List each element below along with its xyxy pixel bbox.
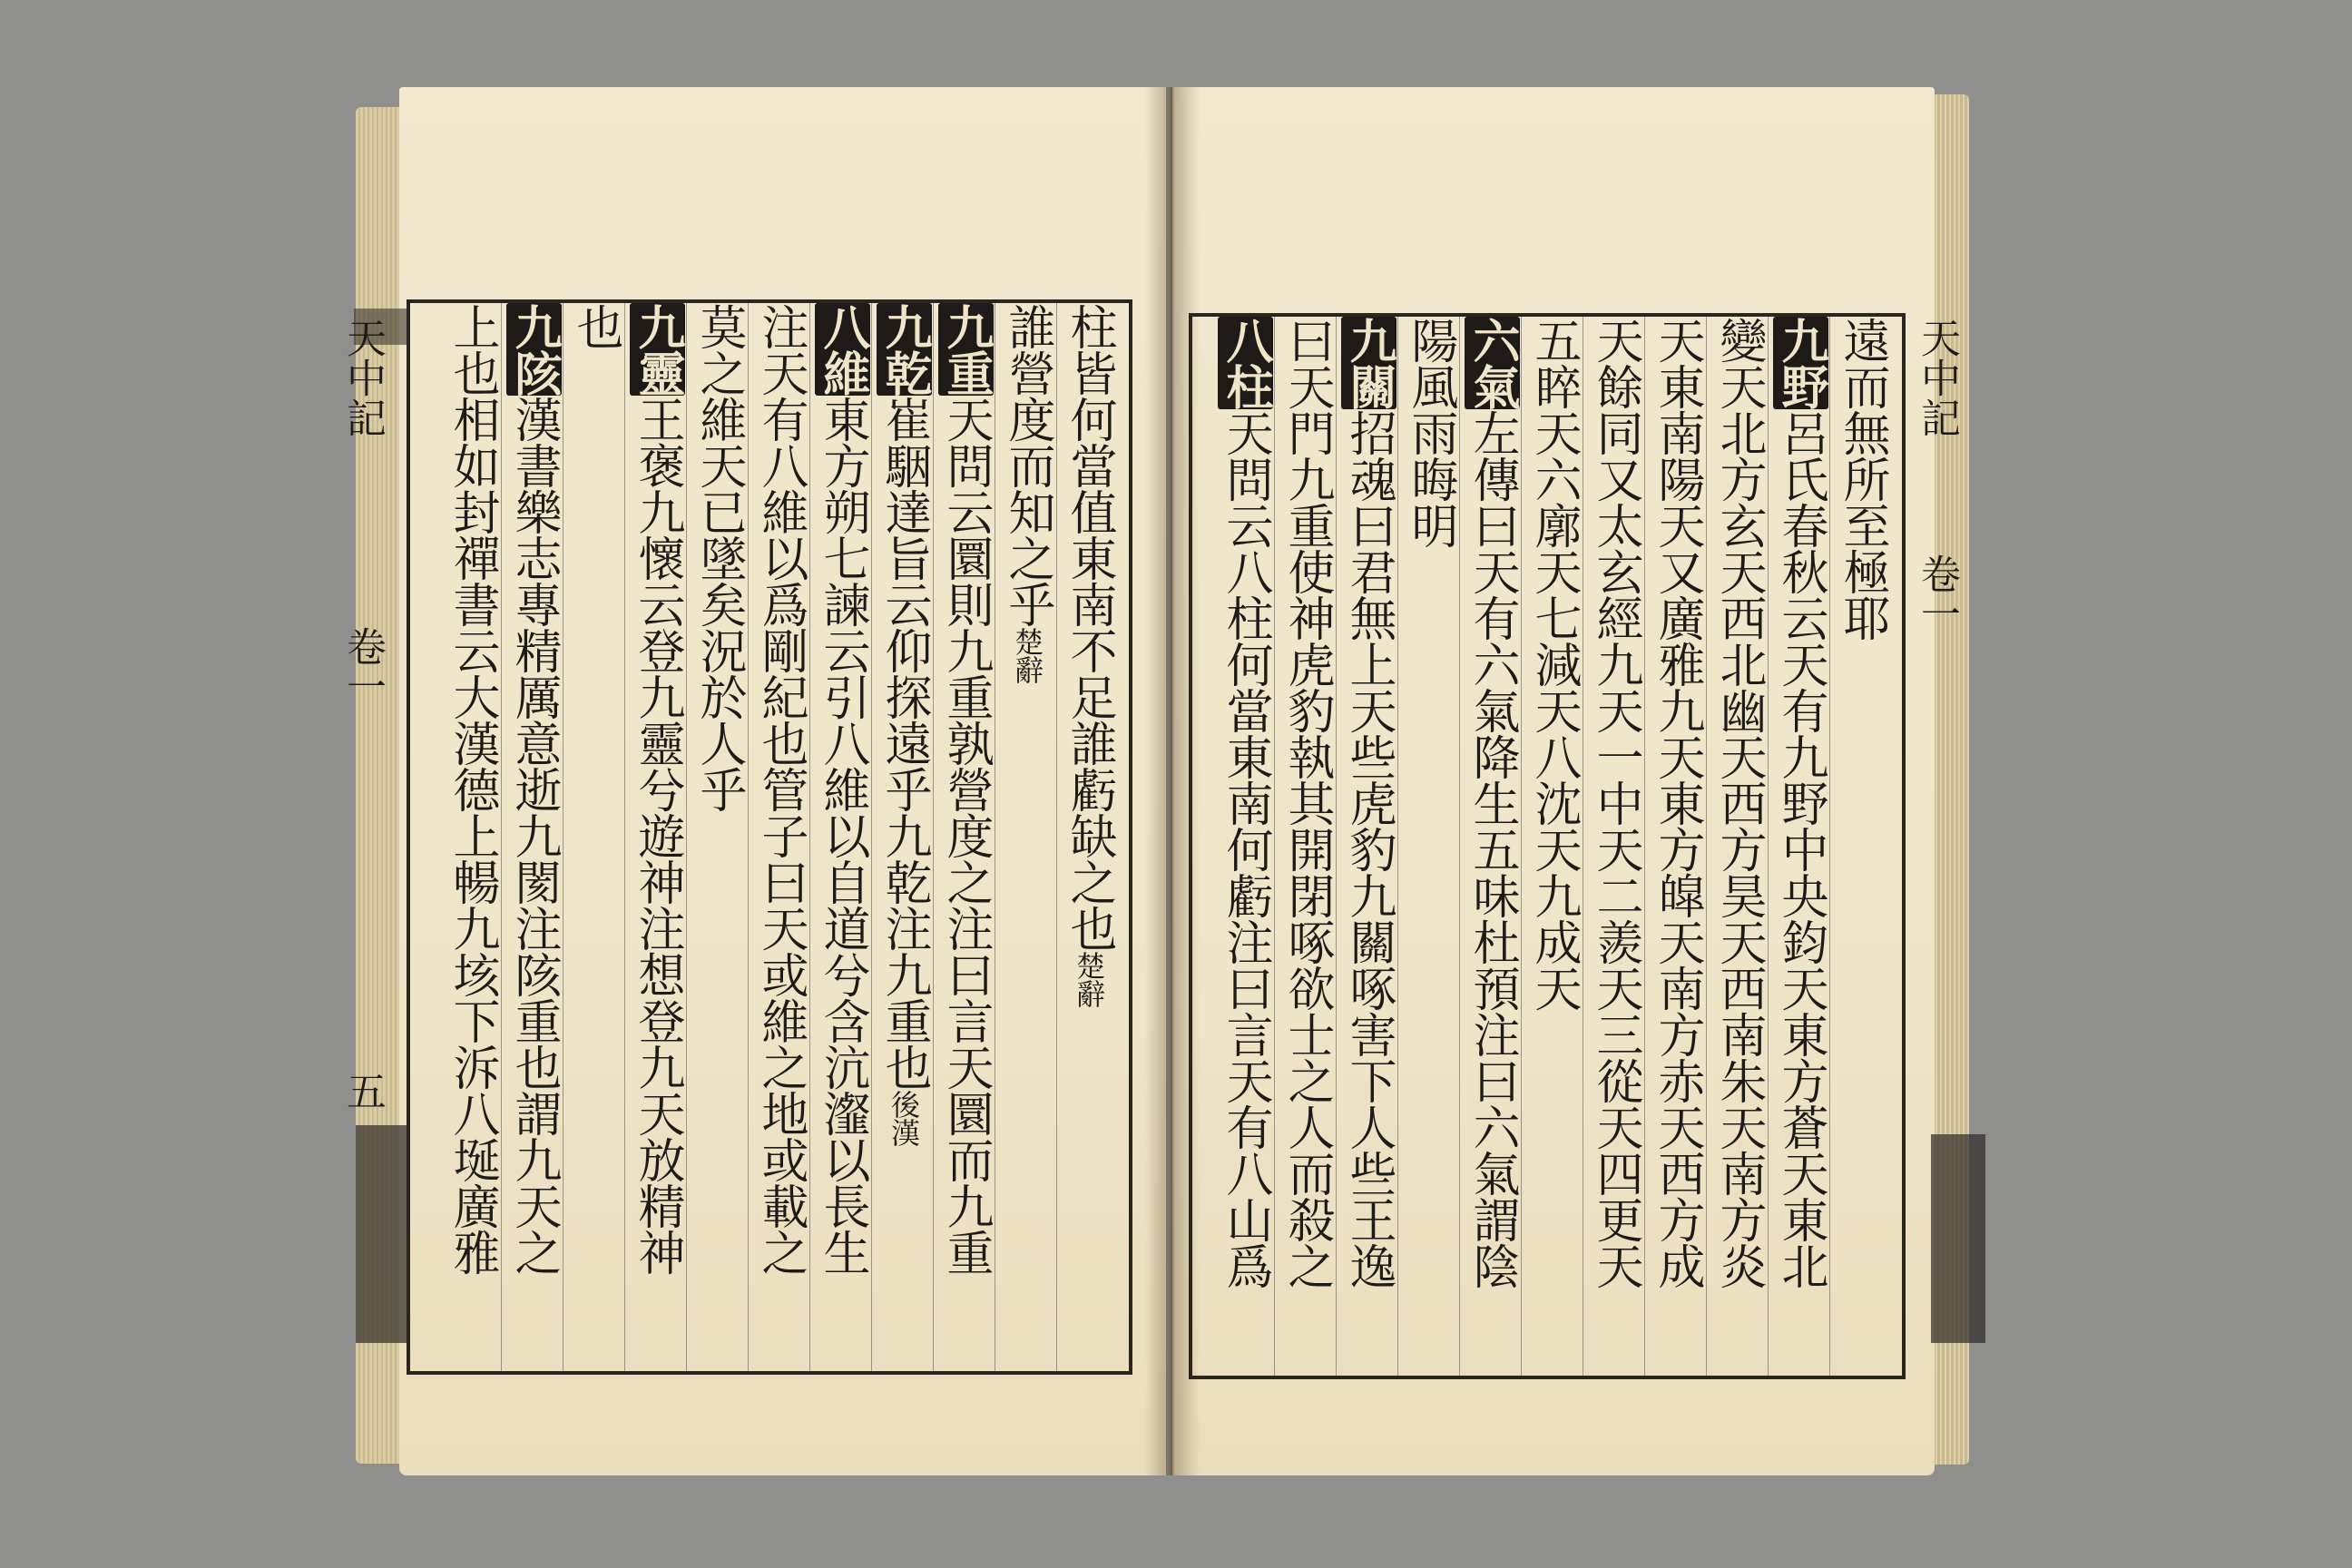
text-column: 柱皆何當值東南不足誰虧缺之也楚辭 — [1062, 303, 1116, 1007]
text-column: 九關招魂曰君無上天些虎豹九關啄害下人些王逸 — [1341, 317, 1396, 1289]
entry-label: 九重 — [938, 303, 994, 396]
text-column: 五睟天六廓天七減天八沈天九成天 — [1526, 317, 1581, 1011]
text-column: 莫之維天已墜矣況於人乎 — [691, 303, 746, 812]
text-column: 變天北方玄天西北幽天西方昊天西南朱天南方炎 — [1711, 317, 1766, 1289]
right-margin-block — [1931, 1134, 1985, 1343]
right-margin-title: 天中記 — [1914, 318, 1960, 437]
entry-label: 六氣 — [1465, 317, 1520, 409]
text-column: 誰營度而知之乎楚辭 — [1000, 303, 1054, 683]
entry-label: 九乾 — [877, 303, 932, 396]
text-column: 九乾崔駰達旨云仰探遠乎九乾注九重也後漢 — [877, 303, 932, 1146]
text-column: 九重天問云圜則九重孰營度之注曰言天圜而九重 — [938, 303, 994, 1275]
entry-label: 九陔 — [506, 303, 562, 396]
text-column: 天東南陽天又廣雅九天東方皡天南方赤天西方成 — [1650, 317, 1704, 1289]
entry-label: 九靈 — [630, 303, 685, 396]
text-column: 六氣左傳曰天有六氣降生五味杜預注曰六氣謂陰 — [1465, 317, 1520, 1289]
entry-label: 九野 — [1773, 317, 1828, 409]
text-column: 八柱天問云八柱何當東南何虧注曰言天有八山爲 — [1218, 317, 1273, 1289]
left-margin-folio: 五 — [339, 1071, 386, 1111]
right-margin-volume: 卷一 — [1914, 554, 1960, 633]
text-column: 曰天門九重使神虎豹執其開閉啄欲士之人而殺之 — [1279, 317, 1334, 1289]
left-margin-block — [356, 1125, 410, 1343]
text-column: 注天有八維以爲剛紀也管子曰天或維之地或載之 — [753, 303, 808, 1275]
text-column: 天餘同又太玄經九天一中天二羨天三從天四更天 — [1588, 317, 1642, 1289]
right-text-frame — [1189, 313, 1906, 1379]
text-column: 也 — [568, 303, 622, 349]
text-column: 上也相如封禪書云大漢德上暢九垓下泝八埏廣雅 — [445, 303, 499, 1275]
text-column: 九陔漢書樂志專精厲意逝九閡注陔重也謂九天之 — [506, 303, 562, 1275]
text-column: 遠而無所至極耶 — [1835, 317, 1889, 641]
left-text-frame — [407, 299, 1132, 1375]
left-margin-volume: 卷一 — [339, 626, 386, 706]
entry-label: 八維 — [815, 303, 870, 396]
entry-label: 八柱 — [1218, 317, 1273, 409]
text-column: 陽風雨晦明 — [1403, 317, 1457, 548]
text-column: 九野呂氏春秋云天有九野中央鈞天東方蒼天東北 — [1773, 317, 1828, 1289]
text-column: 九靈王褒九懷云登九靈兮遊神注想登九天放精神 — [630, 303, 685, 1275]
text-column: 八維東方朔七諫云引八維以自道兮含沆瀣以長生 — [815, 303, 870, 1275]
entry-label: 九關 — [1341, 317, 1396, 409]
left-margin-title: 天中記 — [339, 318, 386, 437]
